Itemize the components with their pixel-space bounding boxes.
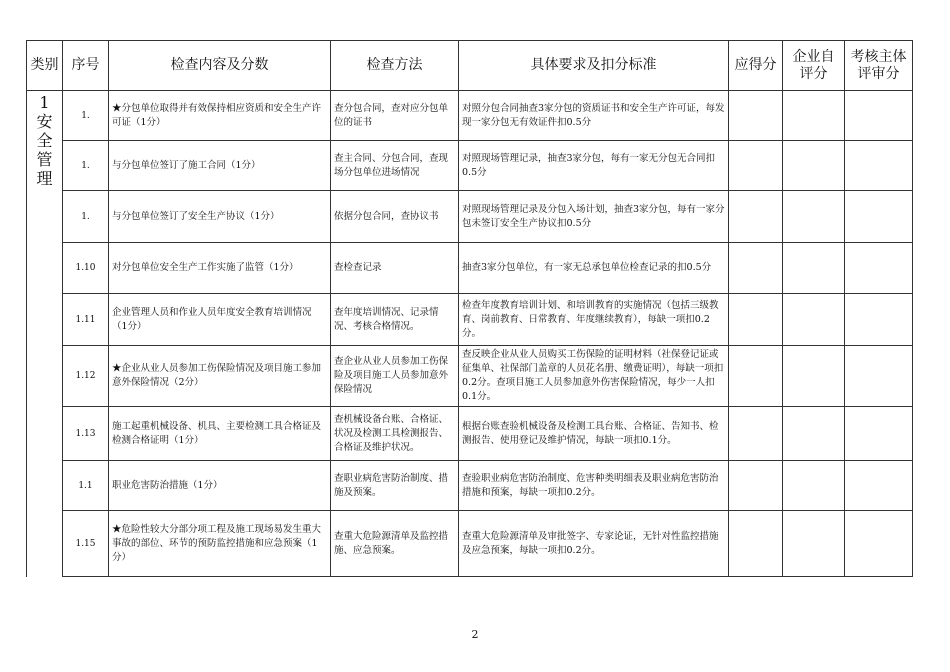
row-self-score[interactable] [783, 407, 845, 461]
category-char: 安 [36, 112, 53, 131]
row-content: 对分包单位安全生产工作实施了监管（1分） [109, 243, 331, 294]
header-review-score [845, 41, 913, 91]
row-self-score[interactable] [783, 294, 845, 346]
row-content: ★企业从业人员参加工伤保险情况及项目施工参加意外保险情况（2分） [109, 346, 331, 407]
header-self-score-line2: 评分 [799, 65, 828, 82]
row-method: 查机械设备台账、合格证、状况及检测工具检测报告、合格证及维护状况。 [331, 407, 459, 461]
header-due-score: 应得分 [729, 41, 783, 91]
row-due-score[interactable] [729, 243, 783, 294]
row-standard: 查验职业病危害防治制度、危害种类明细表及职业病危害防治措施和预案，每缺一项扣0.2分。 [459, 461, 729, 511]
row-method: 查重大危险源清单及监控措施、应急预案。 [331, 511, 459, 577]
row-content: 施工起重机械设备、机具、主要检测工具合格证及检测合格证明（1分） [109, 407, 331, 461]
category-char: 管 [36, 150, 53, 169]
category-char: 全 [36, 131, 53, 150]
row-method: 查检查记录 [331, 243, 459, 294]
row-content: 企业管理人员和作业人员年度安全教育培训情况（1分） [109, 294, 331, 346]
table-row [27, 91, 913, 141]
row-content: 与分包单位签订了安全生产协议（1分） [109, 191, 331, 243]
row-seq: 1. [63, 91, 109, 141]
row-standard: 对照现场管理记录及分包入场计划，抽查3家分包，每有一家分包未签订安全生产协议扣0.5分 [459, 191, 729, 243]
header-review-score-line1: 考核主体 [850, 48, 907, 65]
header-self-score [783, 41, 845, 91]
row-method: 查年度培训情况、记录情况、考核合格情况。 [331, 294, 459, 346]
table-row [27, 407, 913, 461]
row-standard: 查重大危险源清单及审批签字、专家论证，无针对性监控措施及应急预案，每缺一项扣0.2分。 [459, 511, 729, 577]
row-standard: 抽查3家分包单位，有一家无总承包单位检查记录的扣0.5分 [459, 243, 729, 294]
category-cell [27, 91, 63, 577]
row-due-score[interactable] [729, 461, 783, 511]
row-review-score[interactable] [845, 141, 913, 191]
table-row [27, 346, 913, 407]
row-content: 职业危害防治措施（1分） [109, 461, 331, 511]
row-review-score[interactable] [845, 511, 913, 577]
table-row [27, 191, 913, 243]
row-seq: 1.13 [63, 407, 109, 461]
header-self-score-line1: 企业自 [792, 48, 835, 65]
row-self-score[interactable] [783, 346, 845, 407]
row-due-score[interactable] [729, 294, 783, 346]
row-due-score[interactable] [729, 407, 783, 461]
row-review-score[interactable] [845, 346, 913, 407]
row-review-score[interactable] [845, 294, 913, 346]
row-method: 查企业从业人员参加工伤保险及项目施工人员参加意外保险情况 [331, 346, 459, 407]
row-due-score[interactable] [729, 191, 783, 243]
table-row [27, 511, 913, 577]
row-content: ★分包单位取得并有效保持相应资质和安全生产许可证（1分） [109, 91, 331, 141]
row-due-score[interactable] [729, 91, 783, 141]
row-method: 查主合同、分包合同，查现场分包单位进场情况 [331, 141, 459, 191]
inspection-table [26, 40, 913, 577]
row-standard: 对照现场管理记录，抽查3家分包，每有一家无分包无合同扣0.5分 [459, 141, 729, 191]
row-seq: 1.15 [63, 511, 109, 577]
row-self-score[interactable] [783, 191, 845, 243]
row-method: 查职业病危害防治制度、措施及预案。 [331, 461, 459, 511]
row-seq: 1. [63, 141, 109, 191]
row-self-score[interactable] [783, 461, 845, 511]
inspection-table-sheet [26, 40, 913, 577]
table-row [27, 294, 913, 346]
header-review-score-line2: 评审分 [857, 65, 900, 82]
row-review-score[interactable] [845, 243, 913, 294]
row-standard: 查反映企业从业人员购买工伤保险的证明材料（社保登记证或征集单、社保部门盖章的人员花名册、缴费证明），每缺一项扣0.2分。查项目施工人员参加意外伤害保险情况，每少一人扣0.1分。 [459, 346, 729, 407]
row-content: ★危险性较大分部分项工程及施工现场易发生重大事故的部位、环节的预防监控措施和应急预案（1分） [109, 511, 331, 577]
table-row [27, 141, 913, 191]
row-due-score[interactable] [729, 141, 783, 191]
table-header-row [27, 41, 913, 91]
row-seq: 1.1 [63, 461, 109, 511]
header-category: 类别 [27, 41, 63, 91]
row-method: 查分包合同，查对应分包单位的证书 [331, 91, 459, 141]
row-due-score[interactable] [729, 511, 783, 577]
row-due-score[interactable] [729, 346, 783, 407]
table-row [27, 243, 913, 294]
row-seq: 1.11 [63, 294, 109, 346]
row-review-score[interactable] [845, 461, 913, 511]
header-content: 检查内容及分数 [109, 41, 331, 91]
row-self-score[interactable] [783, 141, 845, 191]
page-number: 2 [471, 628, 479, 641]
row-seq: 1. [63, 191, 109, 243]
row-review-score[interactable] [845, 91, 913, 141]
row-self-score[interactable] [783, 243, 845, 294]
category-char: 理 [36, 169, 53, 188]
header-seq: 序号 [63, 41, 109, 91]
row-standard: 对照分包合同抽查3家分包的资质证书和安全生产许可证，每发现一家分包无有效证件扣0.5分 [459, 91, 729, 141]
row-seq: 1.12 [63, 346, 109, 407]
header-standard: 具体要求及扣分标准 [459, 41, 729, 91]
row-review-score[interactable] [845, 407, 913, 461]
header-method: 检查方法 [331, 41, 459, 91]
category-number: 1 [39, 93, 50, 112]
row-method: 依据分包合同，查协议书 [331, 191, 459, 243]
row-content: 与分包单位签订了施工合同（1分） [109, 141, 331, 191]
table-row [27, 461, 913, 511]
row-seq: 1.10 [63, 243, 109, 294]
row-self-score[interactable] [783, 91, 845, 141]
row-self-score[interactable] [783, 511, 845, 577]
row-standard: 检查年度教育培训计划、和培训教育的实施情况（包括三级教育、岗前教育、日常教育、年度继续教育），每缺一项扣0.2分。 [459, 294, 729, 346]
row-review-score[interactable] [845, 191, 913, 243]
row-standard: 根据台账查验机械设备及检测工具台账、合格证、告知书、检测报告、使用登记及维护情况，每缺一项扣0.1分。 [459, 407, 729, 461]
